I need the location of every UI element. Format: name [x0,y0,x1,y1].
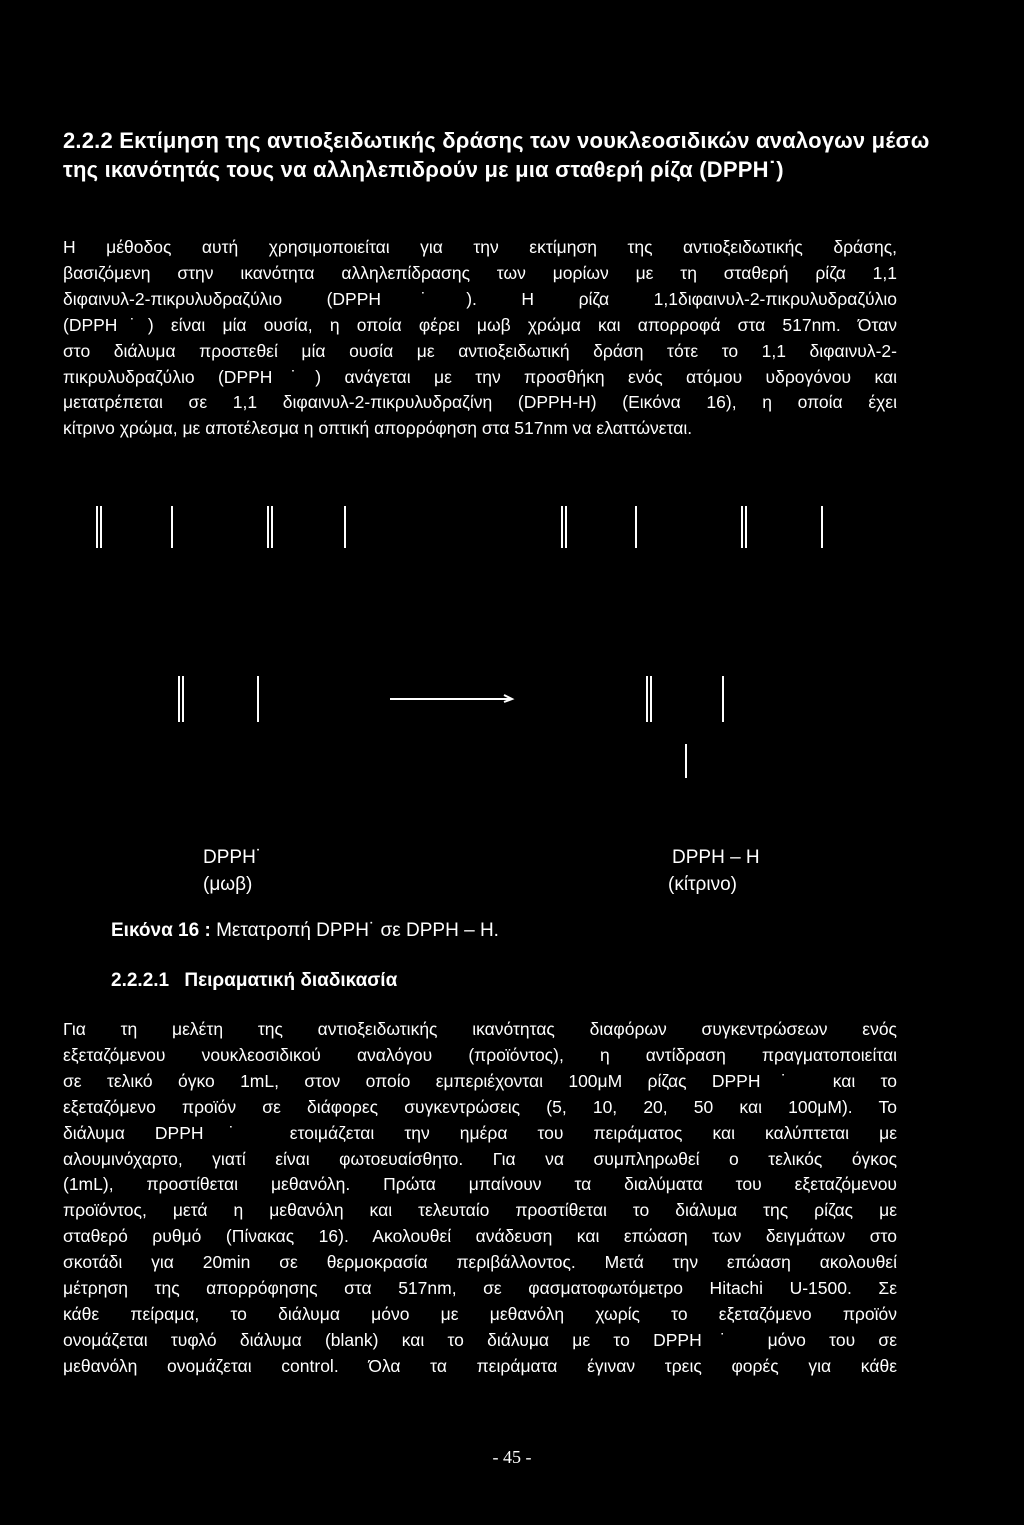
intro-line: βασιζόμενη στην ικανότητα αλληλεπίδρασης των μορίων με τη σταθερή ρίζα 1,1 [63,262,897,283]
page-number: - 45 - [492,1447,532,1467]
method-line: ονομάζεται τυφλό διάλυμα (blank) και το διάλυμα με το DPPH˙ μόνο του σε [63,1329,897,1350]
method-line: προϊόντος, μετά η μεθανόλη και τελευταίο προστίθεται το διάλυμα της ρίζας με [63,1200,897,1221]
method-line: σταθερό ρυθμό (Πίνακας 16). Ακολουθεί ανάδευση και επώαση των δειγμάτων στο [63,1226,897,1247]
method-line: σκοτάδι για 20min σε θερμοκρασία περιβάλλοντος. Μετά την επώαση ακολουθεί [63,1252,897,1273]
section-title: Εκτίμηση της αντιοξειδωτικής δράσης των νουκλεοσιδικών αναλογων μέσω της ικανότητάς τους να αλληλεπιδρούν με μια σταθερή ρίζα (DPPH˙) [63,128,930,182]
figure-caption-label: Εικόνα 16 : [111,920,211,941]
subsection-title: Πειραματική διαδικασία [184,970,398,991]
method-line: Για τη μελέτη της αντιοξειδωτικής ικανότητας διαφόρων συγκεντρώσεων ενός [63,1019,897,1039]
section-number: 2.2.2 [63,128,113,153]
intro-line: πικρυλυδραζύλιο (DPPH˙) ανάγεται με την προσθήκη ενός ατόμου υδρογόνου και [63,366,897,387]
method-line: μέτρηση της απορρόφησης στα 517nm, σε φασματοφωτόμετρο Hitachi U-1500. Σε [63,1278,897,1299]
dpph-h-structure [562,506,822,778]
dpph-color-label: (μωβ) [203,874,253,895]
section-heading [63,126,963,184]
structure-drawing [80,490,860,780]
reaction-arrow [390,695,512,702]
method-line: διάλυμα DPPH˙ ετοιμάζεται την ημέρα του πειράματος και καλύπτεται με [63,1122,897,1143]
intro-line: στο διάλυμα προστεθεί μία ουσία με αντιοξειδωτική δράση τότε το 1,1 διφαινυλ-2- [63,340,897,361]
figure-caption-text: Μετατροπή DPPH˙ σε DPPH – H. [216,920,499,941]
dpph-h-color-label: (κίτρινο) [668,874,737,895]
method-line: κάθε πείραμα, το διάλυμα μόνο με μεθανόλη χωρίς το εξεταζόμενο προϊόν [63,1303,897,1324]
subsection-heading [111,968,397,994]
intro-line: Η μέθοδος αυτή χρησιμοποιείται για την εκτίμηση της αντιοξειδωτικής δράσης, [63,237,897,257]
method-line: αλουμινόχαρτο, γιατί είναι φωτοευαίσθητο. Για να συμπληρωθεί ο τελικός όγκος [63,1148,897,1169]
reaction-structures [80,490,860,780]
intro-line: μετατρέπεται σε 1,1 διφαινυλ-2-πικρυλυδραζίνη (DPPH-H) (Εικόνα 16), η οποία έχει [63,392,897,413]
dpph-h-label: DPPH – H [672,847,760,868]
figure-caption [111,918,499,944]
subsection-number: 2.2.2.1 [111,970,170,991]
dpph-label: DPPH˙ [203,847,263,868]
method-line: (1mL), προστίθεται μεθανόλη. Πρώτα μπαίνουν τα διαλύματα του εξεταζόμενου [63,1174,897,1195]
intro-line: κίτρινο χρώμα, με αποτέλεσμα η οπτική απορρόφηση στα 517nm να ελαττώνεται. [63,418,693,439]
method-line: μεθανόλη ονομάζεται control. Όλα τα πειράματα έγιναν τρεις φορές για κάθε [63,1355,897,1376]
method-line: εξεταζόμενο προϊόν σε διάφορες συγκεντρώσεις (5, 10, 20, 50 και 100μΜ). Το [63,1096,897,1117]
intro-paragraph [63,235,897,442]
method-paragraph [63,1017,897,1380]
method-line: εξεταζόμενου νουκλεοσιδικού αναλόγου (προϊόντος), η αντίδραση πραγματοποιείται [63,1044,897,1065]
method-line: σε τελικό όγκο 1mL, στον οποίο εμπεριέχονται 100μΜ ρίζας DPPH˙ και το [63,1070,897,1091]
intro-line: διφαινυλ-2-πικρυλυδραζύλιο (DPPH˙). Η ρίζα 1,1διφαινυλ-2-πικρυλυδραζύλιο [63,288,897,309]
dpph-structure [97,506,345,722]
intro-line: (DPPH˙) είναι μία ουσία, η οποία φέρει μωβ χρώμα και απορροφά στα 517nm. Όταν [63,314,897,335]
